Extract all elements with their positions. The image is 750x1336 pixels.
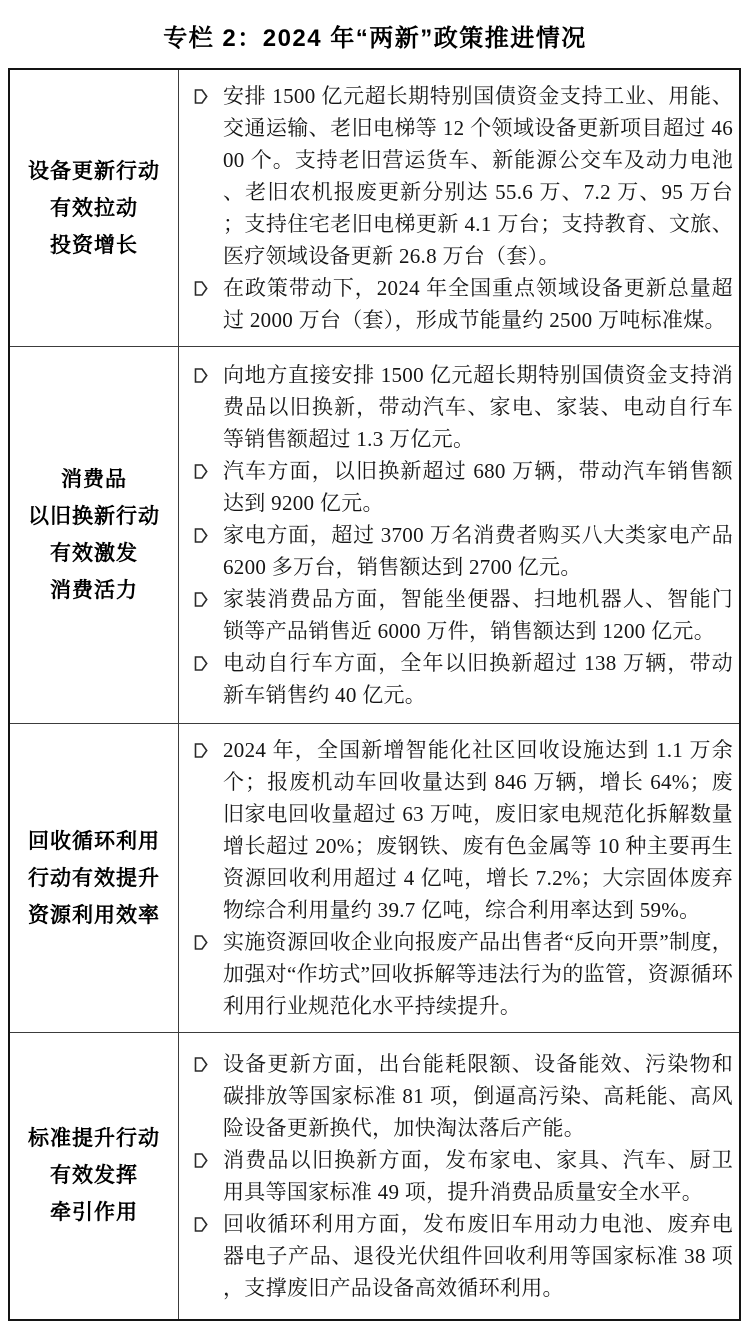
list-item <box>189 734 733 926</box>
list-item <box>189 519 733 583</box>
arrow-bullet-icon <box>189 734 223 759</box>
list-item <box>189 647 733 711</box>
bullet-text: 消费品以旧换新方面，发布家电、家具、汽车、厨卫用具等国家标准 49 项，提升消费品质量安全水平。 <box>223 1147 733 1204</box>
row-header-line: 消费活力 <box>50 579 138 602</box>
list-item <box>189 272 733 336</box>
arrow-bullet-icon <box>189 80 223 105</box>
table-row <box>9 724 740 1033</box>
arrow-bullet-icon <box>189 583 223 608</box>
bullet-text: 2024 年，全国新增智能化社区回收设施达到 1.1 万余个；报废机动车回收量达到 846 万辆，增长 64%；废旧家电回收量超过 63 万吨，废旧家电规范化拆解数量增长超过 20%；废钢铁、废有色金属等 10 种主要再生资源回收利用超过 4 亿吨，增长 7.2%；大宗固体废弃物综合利用量约 39.7 亿吨，综合利用率达到 59%。 <box>223 738 733 922</box>
row-header-line: 有效拉动 <box>50 196 138 220</box>
arrow-bullet-icon <box>189 926 223 951</box>
arrow-bullet-icon <box>189 1048 223 1073</box>
bullet-text: 在政策带动下，2024 年全国重点领域设备更新总量超过 2000 万台（套），形成节能量约 2500 万吨标准煤。 <box>223 276 733 332</box>
arrow-bullet-icon <box>189 519 223 544</box>
bullet-text: 实施资源回收企业向报废产品出售者“反向开票”制度，加强对“作坊式”回收拆解等违法行为的监管，资源循环利用行业规范化水平持续提升。 <box>223 930 733 1018</box>
table-row <box>9 69 740 347</box>
policy-progress-table <box>8 68 741 1321</box>
list-item <box>189 80 733 272</box>
list-item <box>189 455 733 519</box>
bullet-text: 汽车方面，以旧换新超过 680 万辆，带动汽车销售额达到 9200 亿元。 <box>223 459 733 515</box>
bullet-text: 安排 1500 亿元超长期特别国债资金支持工业、用能、交通运输、老旧电梯等 12 个领域设备更新项目超过 4600 个。支持老旧营运货车、新能源公交车及动力电池、老旧农机报废更新分别达 55.6 万、7.2 万、95 万台；支持住宅老旧电梯更新 4.1 万台；支持教育、文旅、医疗领域设备更新 26.8 万台（套）。 <box>223 84 733 268</box>
bullet-text: 设备更新方面，出台能耗限额、设备能效、污染物和碳排放等国家标准 81 项，倒逼高污染、高耗能、高风险设备更新换代，加快淘汰落后产能。 <box>223 1051 733 1140</box>
list-item <box>189 583 733 647</box>
row-header-line: 资源利用效率 <box>28 903 160 927</box>
row-header-action-3 <box>9 724 179 1033</box>
row-content-cell <box>179 69 741 347</box>
row-header-line: 行动有效提升 <box>28 866 160 890</box>
row-header-line: 投资增长 <box>50 233 138 257</box>
bullet-text: 家电方面，超过 3700 万名消费者购买八大类家电产品 6200 多万台，销售额达到 2700 亿元。 <box>223 523 733 579</box>
row-header-line: 消费品 <box>61 468 127 491</box>
arrow-bullet-icon <box>189 359 223 384</box>
arrow-bullet-icon <box>189 647 223 672</box>
row-header-line: 有效激发 <box>50 542 138 565</box>
policy-table-body <box>9 69 740 1320</box>
row-header-line: 牵引作用 <box>50 1201 138 1225</box>
list-item <box>189 926 733 1022</box>
list-item <box>189 1144 733 1208</box>
arrow-bullet-icon <box>189 272 223 297</box>
row-content-cell <box>179 1033 741 1320</box>
arrow-bullet-icon <box>189 1208 223 1233</box>
row-header-line: 以旧换新行动 <box>28 505 160 528</box>
list-item <box>189 1048 733 1144</box>
list-item <box>189 359 733 455</box>
row-header-line: 设备更新行动 <box>28 159 160 183</box>
row-header-action-1 <box>9 69 179 347</box>
bullet-text: 向地方直接安排 1500 亿元超长期特别国债资金支持消费品以旧换新，带动汽车、家电、家装、电动自行车等销售额超过 1.3 万亿元。 <box>223 363 733 451</box>
row-content-cell <box>179 724 741 1033</box>
bullet-text: 回收循环利用方面，发布废旧车用动力电池、废弃电器电子产品、退役光伏组件回收利用等国家标准 38 项，支撑废旧产品设备高效循环利用。 <box>223 1211 733 1300</box>
row-header-action-2 <box>9 347 179 724</box>
row-header-line: 标准提升行动 <box>28 1127 160 1151</box>
page-title: 专栏 2：2024 年“两新”政策推进情况 <box>163 25 587 52</box>
table-row <box>9 1033 740 1320</box>
arrow-bullet-icon <box>189 1144 223 1169</box>
arrow-bullet-icon <box>189 455 223 480</box>
row-header-line: 回收循环利用 <box>28 829 160 853</box>
bullet-text: 电动自行车方面，全年以旧换新超过 138 万辆，带动新车销售约 40 亿元。 <box>223 651 733 707</box>
row-header-action-4 <box>9 1033 179 1320</box>
bullet-text: 家装消费品方面，智能坐便器、扫地机器人、智能门锁等产品销售近 6000 万件，销售额达到 1200 亿元。 <box>223 587 733 643</box>
list-item <box>189 1208 733 1304</box>
row-header-line: 有效发挥 <box>50 1164 138 1188</box>
row-content-cell <box>179 347 741 724</box>
table-row <box>9 347 740 724</box>
